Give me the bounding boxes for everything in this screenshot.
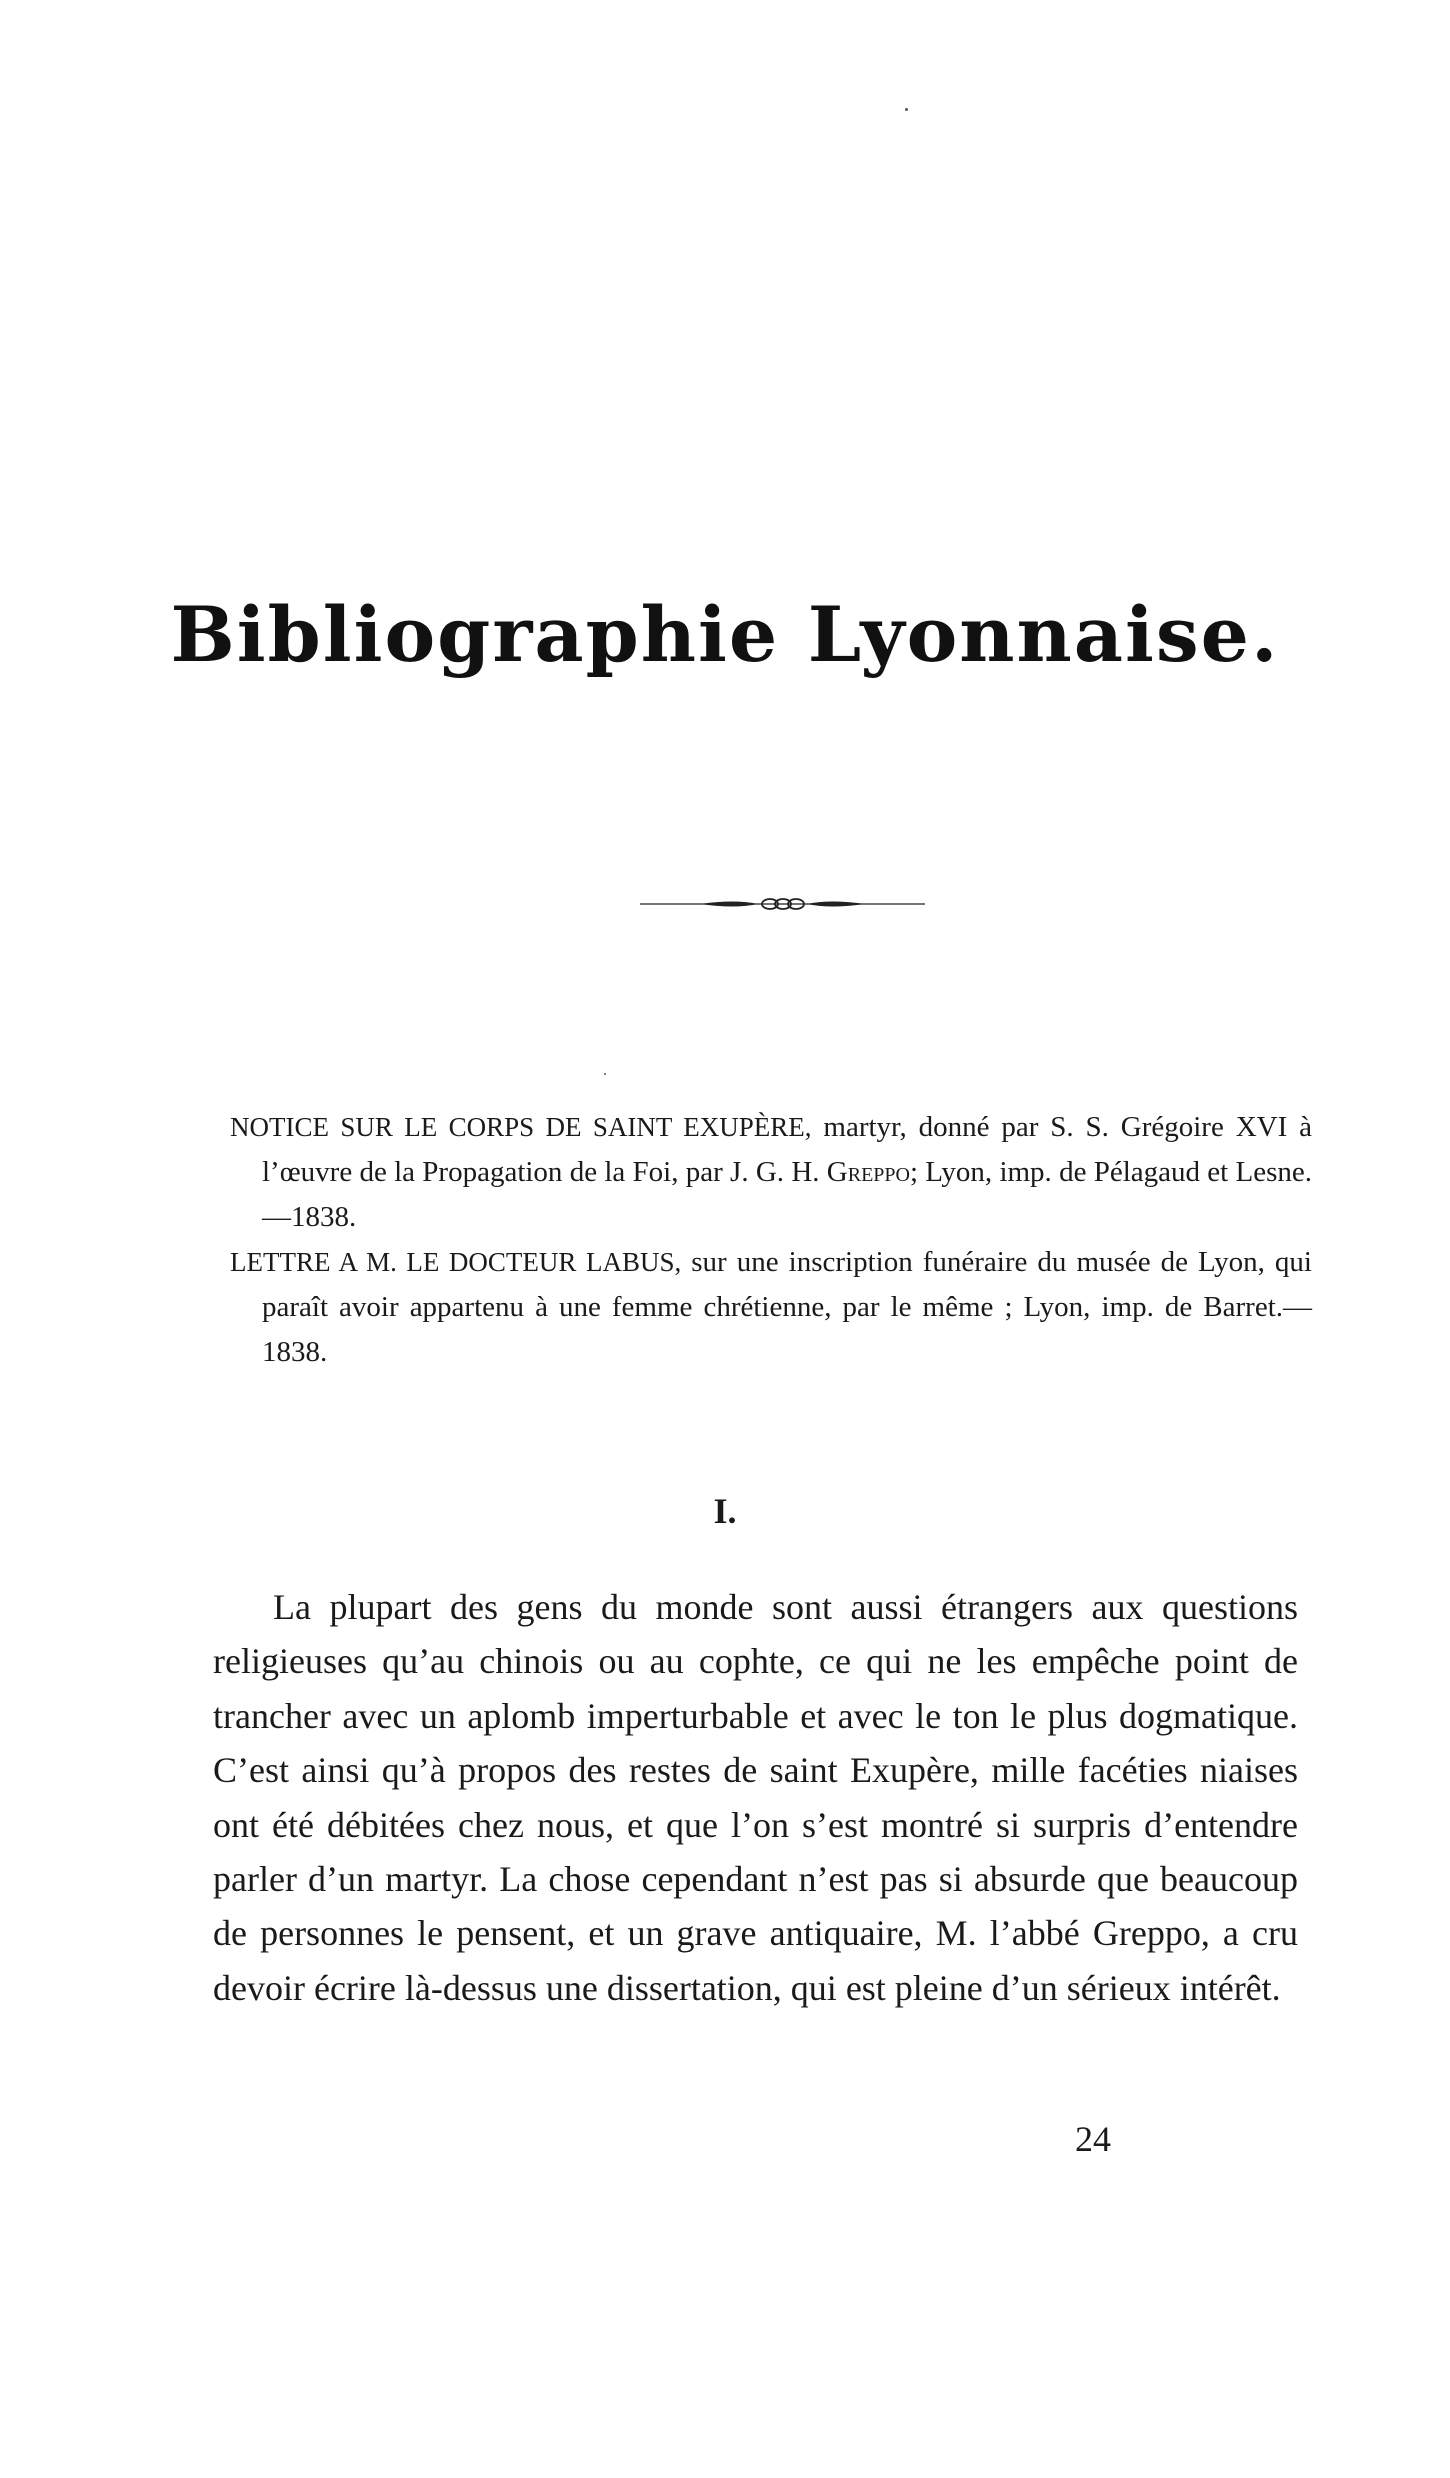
- body-paragraph: La plupart des gens du monde sont aussi étrangers aux questions religieuses qu’au chinois ou au cophte, ce qui ne les empêche point de trancher avec un aplomb imperturbable et avec le ton le plus dogmatique. C’est ainsi qu’à propos des restes de saint Exupère, mille facéties niaises ont été débitées chez nous, et que l’on s’est montré si surpris d’entendre parler d’un martyr. La chose cependant n’est pas si absurde que beaucoup de personnes le pensent, et un grave antiquaire, M. l’abbé Greppo, a cru devoir écrire là-dessus une dissertation, qui est pleine d’un sérieux intérêt.: [213, 1587, 1298, 2008]
- entry-heading: NOTICE SUR LE CORPS DE SAINT EXUPÈRE,: [230, 1112, 812, 1142]
- scan-speck: [905, 108, 908, 111]
- bibliography-entry: [230, 1105, 1312, 1240]
- section-number: I.: [713, 1491, 737, 1531]
- entry-text: sur une inscription funéraire du musée de Lyon, qui paraît avoir appartenu à une femme chrétienne, par le même ; Lyon, imp. de Barret.—1838.: [262, 1246, 1312, 1368]
- entry-text: ; Lyon, imp. de Pélagaud et Lesne.—1838.: [262, 1156, 1312, 1233]
- page-title: Bibliographie Lyonnaise.: [170, 590, 1280, 679]
- scan-speck: [604, 1073, 606, 1075]
- bibliography-entries: [230, 1105, 1312, 1375]
- page-number: 24: [1075, 2119, 1111, 2159]
- entry-text: martyr, donné par S. S. Grégoire XVI à l’œuvre de la Propagation de la Foi, par J. G. H.: [262, 1111, 1312, 1188]
- ornament-divider-icon: [640, 892, 925, 916]
- bibliography-entry: [230, 1240, 1312, 1375]
- entry-heading: LETTRE A M. LE DOCTEUR LABUS,: [230, 1247, 682, 1277]
- entry-author: Greppo: [826, 1156, 910, 1188]
